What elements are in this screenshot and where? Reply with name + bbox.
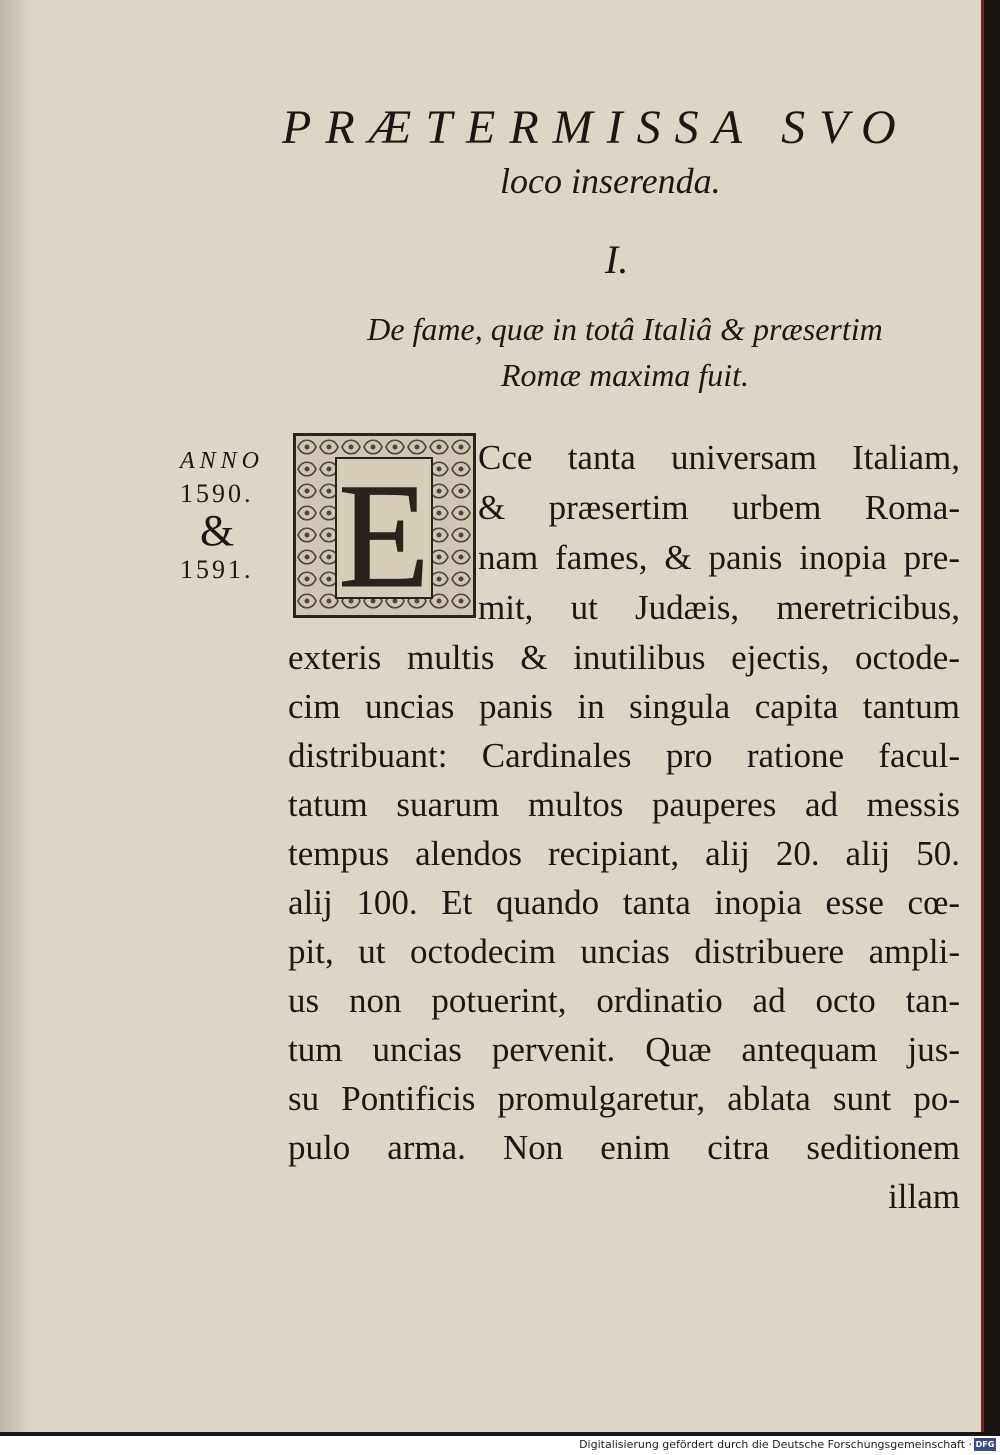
- margin-anno: ANNO: [180, 448, 265, 474]
- text-line: Cce tanta universam Italiam,: [478, 438, 960, 477]
- margin-note: [180, 448, 280, 585]
- text-line: tum uncias pervenit. Quæ antequam jus-: [288, 1030, 960, 1069]
- text-line: alij 100. Et quando tanta inopia esse cœ-: [288, 883, 960, 922]
- margin-ampersand: &: [200, 506, 235, 555]
- text-line: distribuant: Cardinales pro ratione facul-: [288, 736, 960, 775]
- text-line: tatum suarum multos pauperes ad messis: [288, 785, 960, 824]
- text-line: mit, ut Judæis, meretricibus,: [478, 588, 960, 627]
- title-line-1: PRÆTERMISSA SVO: [282, 101, 910, 154]
- chapter-heading: [290, 306, 960, 398]
- heading-line-1: De fame, quæ in totâ Italiâ & præsertim: [367, 311, 883, 347]
- ornament-icon: [296, 436, 473, 615]
- text-line: tempus alendos recipiant, alij 20. alij 50.: [288, 834, 960, 873]
- text-line: & præsertim urbem Roma-: [478, 488, 960, 527]
- decorated-initial: [293, 433, 476, 618]
- chapter-number: I.: [605, 237, 629, 282]
- digitization-footer: [0, 1436, 1000, 1455]
- margin-year-1: 1590.: [180, 479, 254, 508]
- heading-line-2: Romæ maxima fuit.: [501, 357, 749, 393]
- funding-credit: Digitalisierung gefördert durch die Deutsche Forschungsgemeinschaft ·: [579, 1438, 972, 1451]
- page-gutter: [0, 0, 30, 1432]
- text-line: us non potuerint, ordinatio ad octo tan-: [288, 981, 960, 1020]
- text-line: cim uncias panis in singula capita tantum: [288, 687, 960, 726]
- dfg-logo-icon: DFG: [975, 1440, 995, 1449]
- title-line-2: loco inserenda.: [500, 161, 721, 201]
- catchword: illam: [888, 1177, 960, 1216]
- text-line: pulo arma. Non enim citra seditionem: [288, 1128, 960, 1167]
- margin-year-2: 1591.: [180, 555, 254, 584]
- initial-letter: E: [338, 453, 430, 615]
- text-line: nam fames, & panis inopia pre-: [478, 538, 960, 577]
- text-line: su Pontificis promulgaretur, ablata sunt po-: [288, 1079, 960, 1118]
- text-line: exteris multis & inutilibus ejectis, octode-: [288, 638, 960, 677]
- text-line: pit, ut octodecim uncias distribuere ampli-: [288, 932, 960, 971]
